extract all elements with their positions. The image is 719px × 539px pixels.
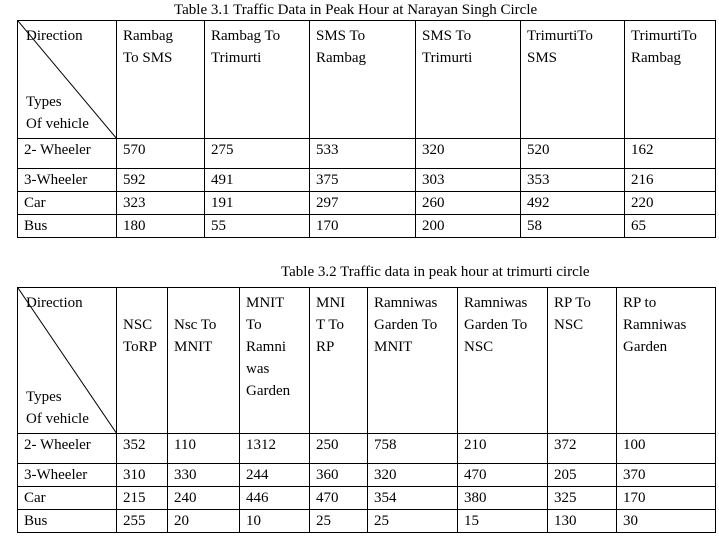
vehicle-type-cell: Bus [18,215,117,238]
table-cell: 323 [117,192,205,215]
column-header: SMS To Trimurti [416,21,521,139]
table-row [18,434,716,464]
table-cell: 215 [117,487,168,510]
direction-label: Direction [26,295,83,311]
header-row [18,21,716,139]
table-cell: 375 [310,169,416,192]
vehicle-type-cell: 3-Wheeler [18,169,117,192]
table-cell: 370 [617,464,716,487]
header-row [18,288,716,434]
table-cell: 255 [117,510,168,533]
table-cell: 100 [617,434,716,464]
table-row [18,487,716,510]
table-row [18,215,716,238]
table-cell: 533 [310,139,416,169]
table-cell: 30 [617,510,716,533]
vehicle-type-cell: Car [18,487,117,510]
column-header: TrimurtiTo Rambag [625,21,716,139]
table-cell: 240 [168,487,240,510]
table-cell: 275 [205,139,310,169]
table-cell: 260 [416,192,521,215]
column-header: RP To NSC [548,288,617,434]
table-cell: 303 [416,169,521,192]
vehicle-type-cell: Bus [18,510,117,533]
column-header: Rambag To SMS [117,21,205,139]
table-cell: 520 [521,139,625,169]
table-cell: 110 [168,434,240,464]
table-cell: 25 [368,510,458,533]
table-cell: 310 [117,464,168,487]
table-row [18,169,716,192]
table-cell: 10 [240,510,310,533]
table-row [18,464,716,487]
table-cell: 58 [521,215,625,238]
table-cell: 130 [548,510,617,533]
column-header: MNIT To Ramni was Garden [240,288,310,434]
table-cell: 360 [310,464,368,487]
table-cell: 191 [205,192,310,215]
table-3-2-caption: Table 3.2 Traffic data in peak hour at trimurti circle [281,264,590,280]
table-cell: 353 [521,169,625,192]
table-cell: 592 [117,169,205,192]
table-row [18,510,716,533]
table-cell: 1312 [240,434,310,464]
corner-header-cell [18,21,117,139]
table-cell: 244 [240,464,310,487]
table-cell: 180 [117,215,205,238]
direction-label: Direction [26,28,83,44]
table-cell: 25 [310,510,368,533]
table-cell: 320 [368,464,458,487]
table-cell: 352 [117,434,168,464]
table-cell: 330 [168,464,240,487]
table-cell: 250 [310,434,368,464]
table-cell: 354 [368,487,458,510]
table-cell: 470 [310,487,368,510]
table-cell: 570 [117,139,205,169]
column-header: NSC ToRP [117,288,168,434]
column-header: Ramniwas Garden To NSC [458,288,548,434]
table-row [18,192,716,215]
column-header: Ramniwas Garden To MNIT [368,288,458,434]
column-header: TrimurtiTo SMS [521,21,625,139]
table-cell: 170 [310,215,416,238]
vehicle-type-cell: 3-Wheeler [18,464,117,487]
table-cell: 492 [521,192,625,215]
table-cell: 446 [240,487,310,510]
table-cell: 55 [205,215,310,238]
table-cell: 170 [617,487,716,510]
column-header: MNI T To RP [310,288,368,434]
table-cell: 216 [625,169,716,192]
vehicle-types-label: Types Of vehicle [26,94,89,132]
table-cell: 20 [168,510,240,533]
column-header: Rambag To Trimurti [205,21,310,139]
table-cell: 220 [625,192,716,215]
table-cell: 65 [625,215,716,238]
table-cell: 200 [416,215,521,238]
column-header: Nsc To MNIT [168,288,240,434]
vehicle-type-cell: 2- Wheeler [18,139,117,169]
vehicle-type-cell: 2- Wheeler [18,434,117,464]
table-cell: 380 [458,487,548,510]
table-cell: 205 [548,464,617,487]
narayan-singh-circle-traffic-table [17,20,716,238]
trimurti-circle-traffic-table [17,287,716,533]
table-cell: 15 [458,510,548,533]
vehicle-type-cell: Car [18,192,117,215]
table-cell: 320 [416,139,521,169]
table-cell: 325 [548,487,617,510]
table-3-1-caption: Table 3.1 Traffic Data in Peak Hour at Narayan Singh Circle [174,2,538,18]
table-row [18,139,716,169]
table-cell: 372 [548,434,617,464]
table-cell: 210 [458,434,548,464]
column-header: RP to Ramniwas Garden [617,288,716,434]
table-cell: 491 [205,169,310,192]
table-cell: 297 [310,192,416,215]
table-cell: 758 [368,434,458,464]
vehicle-types-label: Types Of vehicle [26,389,89,427]
table-cell: 162 [625,139,716,169]
table-cell: 470 [458,464,548,487]
corner-header-cell [18,288,117,434]
column-header: SMS To Rambag [310,21,416,139]
